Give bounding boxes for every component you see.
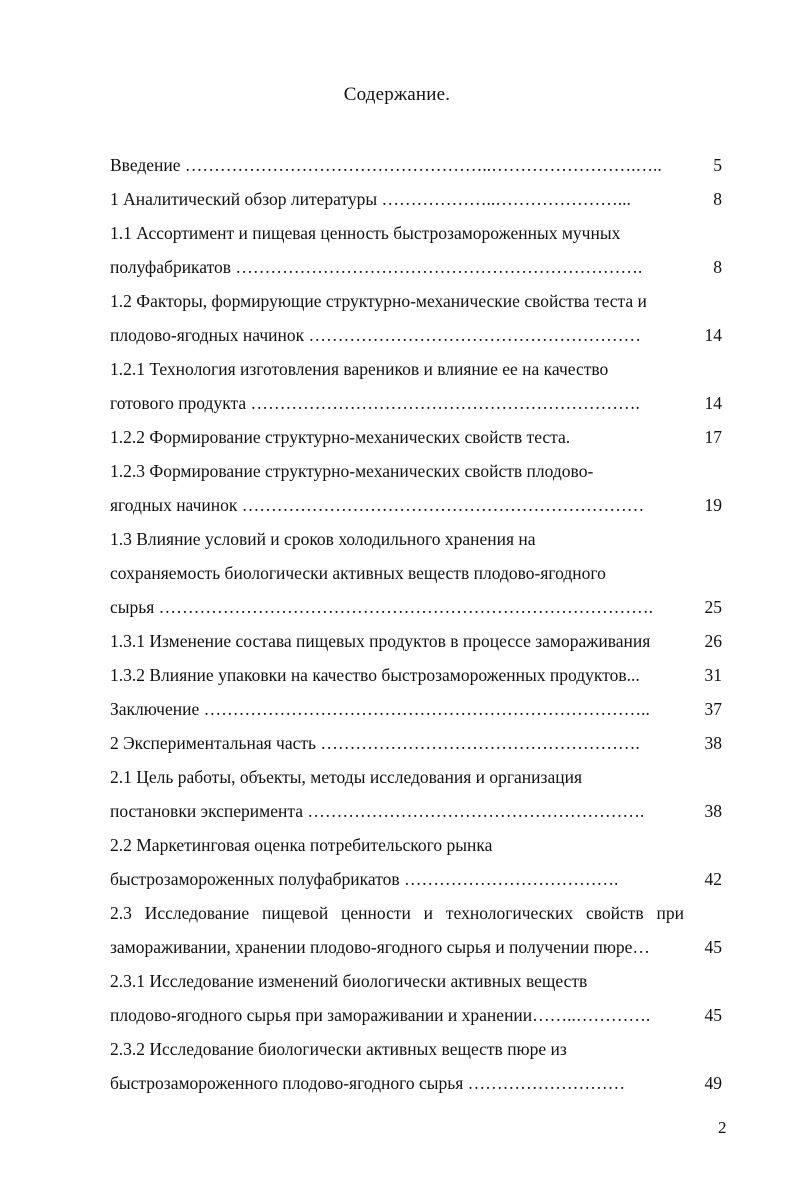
toc-entry-page: 45 — [704, 937, 722, 957]
toc-line — [110, 692, 722, 726]
toc-entry-page: 37 — [704, 699, 722, 719]
toc-entry-page: 45 — [704, 1005, 722, 1025]
toc-entry-page: 25 — [704, 597, 722, 617]
page-title: Содержание. — [343, 84, 451, 105]
toc-entry-text: 1.1 Ассортимент и пищевая ценность быстрозамороженных мучных — [110, 223, 621, 243]
toc-entry-text: 2 Экспериментальная часть ………………………………………………. — [110, 733, 640, 753]
toc-line — [110, 1066, 722, 1100]
toc-entry-text: 2.3 Исследование пищевой ценности и технологических свойств при — [110, 903, 684, 923]
toc-entry-page: 26 — [704, 631, 722, 651]
toc-line — [110, 522, 722, 556]
toc-entry-text: 2.1 Цель работы, объекты, методы исследования и организация — [110, 767, 582, 787]
toc-entry-text: 1 Аналитический обзор литературы ………………..…………………... — [110, 189, 631, 209]
toc-line — [110, 964, 722, 998]
toc-entry-text: плодово-ягодных начинок ………………………………………………… — [110, 325, 641, 345]
toc-entry-page: 8 — [713, 189, 722, 209]
toc-entry-text: 1.3.2 Влияние упаковки на качество быстрозамороженных продуктов... — [110, 665, 640, 685]
page-number: 2 — [718, 1118, 727, 1137]
toc-line — [110, 420, 722, 454]
toc-entry-text: быстрозамороженных полуфабрикатов ………………………………. — [110, 869, 619, 889]
toc-entry-text: быстрозамороженного плодово-ягодного сырья ……………………… — [110, 1073, 626, 1093]
toc-entry-text: 1.3 Влияние условий и сроков холодильного хранения на — [110, 529, 536, 549]
toc-line — [110, 454, 722, 488]
toc-line — [110, 284, 722, 318]
toc-entry-text: плодово-ягодного сырья при замораживании и хранении……..…………. — [110, 1005, 651, 1025]
toc-line — [110, 216, 722, 250]
toc-entry-page: 38 — [704, 801, 722, 821]
toc-line — [110, 250, 722, 284]
toc-entry-page: 14 — [704, 393, 722, 413]
toc-entry-text: 1.3.1 Изменение состава пищевых продуктов в процессе замораживания — [110, 631, 651, 651]
toc-entry-text: полуфабрикатов ……………………………………………………………. — [110, 257, 643, 277]
toc-entry-page: 42 — [704, 869, 722, 889]
toc-line — [110, 896, 722, 930]
toc-line — [110, 148, 722, 182]
toc-entry-text: замораживании, хранении плодово-ягодного сырья и получении пюре… — [110, 937, 650, 957]
toc-entry-text: 1.2.2 Формирование структурно-механических свойств теста. — [110, 427, 571, 447]
toc-entry-page: 5 — [713, 155, 722, 175]
toc-entry-text: постановки эксперимента …………………………………………………. — [110, 801, 645, 821]
toc-line — [110, 760, 722, 794]
toc-line — [110, 658, 722, 692]
toc-line — [110, 182, 722, 216]
toc-line — [110, 930, 722, 964]
toc-entry-text: 2.3.2 Исследование биологически активных веществ пюре из — [110, 1039, 567, 1059]
toc-line — [110, 556, 722, 590]
toc-entry-page: 14 — [704, 325, 722, 345]
toc-entry-text: Заключение ………………………………………………………………….. — [110, 699, 650, 719]
toc-entry-page: 8 — [713, 257, 722, 277]
toc-entry-page: 38 — [704, 733, 722, 753]
toc-entry-text: 1.2.1 Технология изготовления вареников и влияние ее на качество — [110, 359, 609, 379]
toc-line — [110, 352, 722, 386]
toc-entry-text: ягодных начинок …………………………………………………………… — [110, 495, 645, 515]
toc-line — [110, 386, 722, 420]
toc-line — [110, 1032, 722, 1066]
toc-line — [110, 998, 722, 1032]
toc-entry-text: 2.3.1 Исследование изменений биологически активных веществ — [110, 971, 588, 991]
toc-line — [110, 862, 722, 896]
toc-entry-text: Введение ……………………………………………..…………………….….. — [110, 155, 662, 175]
toc-line — [110, 794, 722, 828]
toc-entry-text: 2.2 Маркетинговая оценка потребительского рынка — [110, 835, 493, 855]
table-of-contents — [110, 148, 722, 1100]
toc-entry-text: готового продукта …………………………………………………………. — [110, 393, 640, 413]
toc-entry-text: сохраняемость биологически активных веществ плодово-ягодного — [110, 563, 606, 583]
toc-line — [110, 726, 722, 760]
toc-entry-page: 17 — [704, 427, 722, 447]
toc-line — [110, 590, 722, 624]
toc-entry-page: 19 — [704, 495, 722, 515]
toc-entry-page: 31 — [704, 665, 722, 685]
toc-entry-text: 1.2 Факторы, формирующие структурно-механические свойства теста и — [110, 291, 647, 311]
toc-line — [110, 828, 722, 862]
toc-entry-text: сырья …………………………………………………………………………. — [110, 597, 654, 617]
toc-line — [110, 624, 722, 658]
toc-line — [110, 318, 722, 352]
toc-entry-text: 1.2.3 Формирование структурно-механических свойств плодово- — [110, 461, 594, 481]
toc-entry-page: 49 — [704, 1073, 722, 1093]
toc-line — [110, 488, 722, 522]
